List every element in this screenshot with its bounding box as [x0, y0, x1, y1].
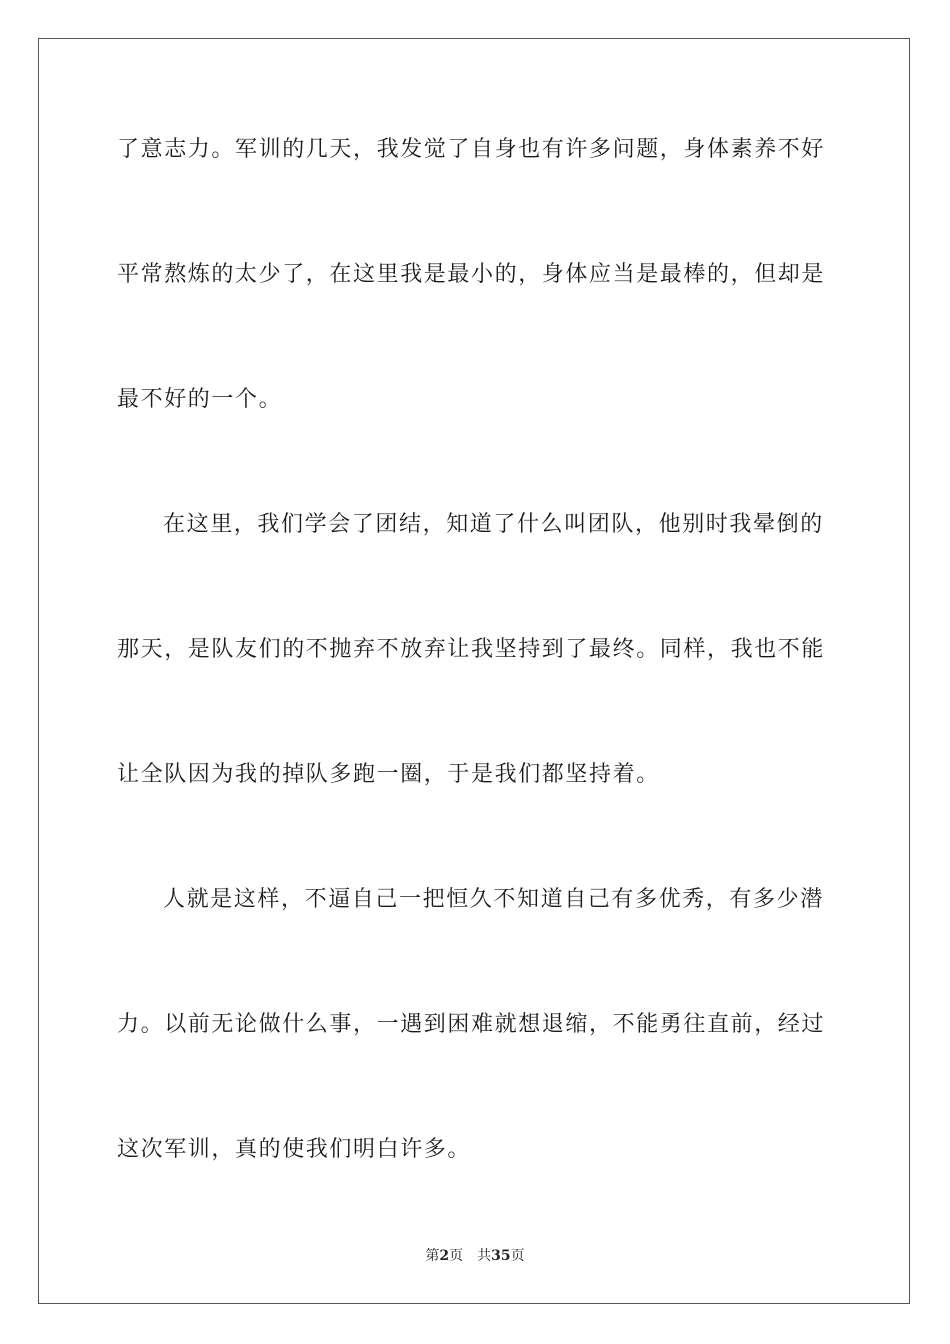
total-prefix: 共	[477, 1248, 492, 1264]
text-line-1: 了意志力。军训的几天，我发觉了自身也有许多问题，身体素养不好	[117, 137, 826, 162]
text-line-6: 让全队因为我的掉队多跑一圈，于是我们都坚持着。	[117, 762, 660, 787]
text-line-5: 那天，是队友们的不抛弃不放弃让我坚持到了最终。同样，我也不能	[117, 637, 826, 662]
text-line-4: 在这里，我们学会了团结，知道了什么叫团队，他别时我晕倒的	[163, 512, 824, 537]
page-footer	[0, 1247, 950, 1265]
total-pages: 35	[491, 1248, 511, 1264]
page-suffix: 页	[449, 1248, 464, 1264]
text-line-7: 人就是这样，不逼自己一把恒久不知道自己有多优秀，有多少潜	[163, 887, 824, 912]
page-prefix: 第	[425, 1248, 440, 1264]
text-line-8: 力。以前无论做什么事，一遇到困难就想退缩，不能勇往直前，经过	[117, 1012, 826, 1037]
text-line-2: 平常熬炼的太少了，在这里我是最小的，身体应当是最棒的，但却是	[117, 262, 826, 287]
total-suffix: 页	[510, 1248, 525, 1264]
text-line-9: 这次军训，真的使我们明白许多。	[117, 1137, 472, 1162]
page-number: 2	[439, 1248, 450, 1264]
text-line-3: 最不好的一个。	[117, 387, 283, 412]
page-border	[38, 38, 910, 1304]
